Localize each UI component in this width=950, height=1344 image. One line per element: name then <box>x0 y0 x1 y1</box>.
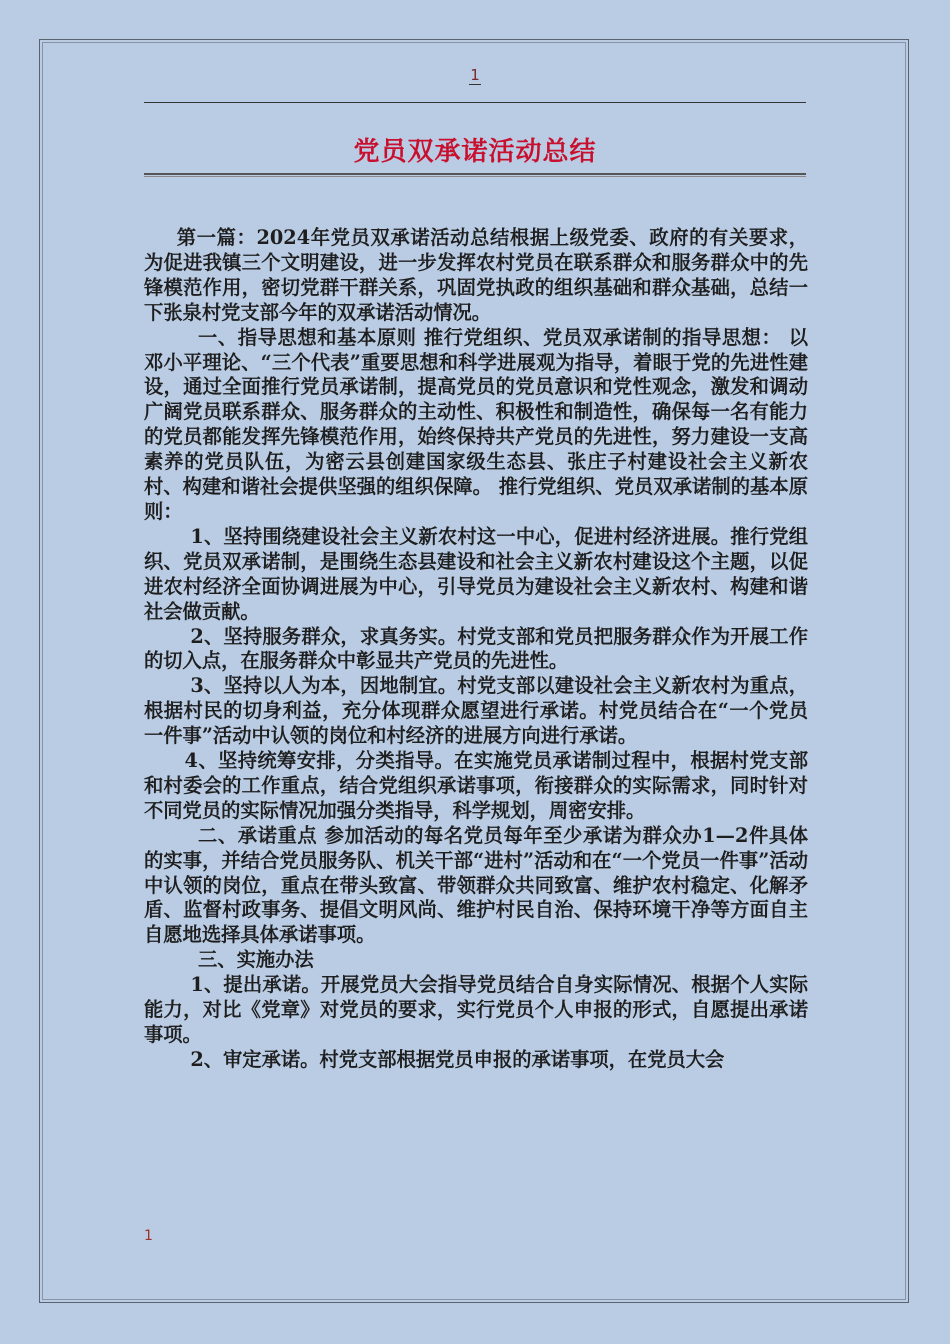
footer-page-number: 1 <box>144 1228 153 1244</box>
body-paragraph: 1、坚持围绕建设社会主义新农村这一中心，促进村经济进展。推行党组织、党员双承诺制，是围绕生态县建设和社会主义新农村建设这个主题，以促进农村经济全面协调进展为中心，引导党员为建设社会主义新农村、构建和谐社会做贡献。 <box>144 524 808 623</box>
document-title: 党员双承诺活动总结 <box>353 137 597 167</box>
body-paragraph: 4、坚持统筹安排，分类指导。在实施党员承诺制过程中，根据村党支部和村委会的工作重点，结合党组织承诺事项，衔接群众的实际需求，同时针对不同党员的实际情况加强分类指导，科学规划，周密安排。 <box>144 749 808 822</box>
body-paragraph: 2、坚持服务群众，求真务实。村党支部和党员把服务群众作为开展工作的切入点，在服务群众中彰显共产党员的先进性。 <box>144 624 808 673</box>
body-paragraph: 一、指导思想和基本原则 推行党组织、党员双承诺制的指导思想： 以邓小平理论、“三个代表”重要思想和科学进展观为指导，着眼于党的先进性建设，通过全面推行党员承诺制，提高党员的党员意识和党性观念，激发和调动广阔党员联系群众、服务群众的主动性、积极性和制造性，确保每一名有能力的党员都能发挥先锋模范作用，始终保持共产党员的先进性，努力建设一支高素养的党员队伍，为密云县创建国家级生态县、张庄子村建设社会主义新农村、构建和谐社会提供坚强的组织保障。 推行党组织、党员双承诺制的基本原则： <box>144 325 808 523</box>
body-paragraph: 第一篇：2024年党员双承诺活动总结根据上级党委、政府的有关要求，为促进我镇三个文明建设，进一步发挥农村党员在联系群众和服务群众中的先锋模范作用，密切党群干群关系，巩固党执政的组织基础和群众基础，总结一下张泉村党支部今年的双承诺活动情况。 <box>144 226 808 324</box>
body-paragraph: 2、审定承诺。村党支部根据党员申报的承诺事项，在党员大会 <box>190 1047 725 1071</box>
title-rule <box>144 173 806 177</box>
body-paragraph: 二、承诺重点 参加活动的每名党员每年至少承诺为群众办1—2件具体的实事，并结合党员服务队、机关干部“进村”活动和在“一个党员一件事”活动中认领的岗位，重点在带头致富、带领群众共同致富、维护农村稳定、化解矛盾、监督村政事务、提倡文明风尚、维护村民自治、保持环境干净等方面自主自愿地选择具体承诺事项。 <box>144 823 808 947</box>
body-paragraph: 3、坚持以人为本，因地制宜。村党支部以建设社会主义新农村为重点，根据村民的切身利益，充分体现群众愿望进行承诺。村党员结合在“一个党员一件事”活动中认领的岗位和村经济的进展方向进行承诺。 <box>144 674 808 748</box>
body-paragraph: 1、提出承诺。开展党员大会指导党员结合自身实际情况、根据个人实际能力，对比《党章》对党员的要求，实行党员个人申报的形式，自愿提出承诺事项。 <box>144 973 808 1046</box>
header-rule <box>144 102 806 103</box>
body-paragraph: 三、实施办法 <box>198 948 314 972</box>
document-body <box>144 226 808 1073</box>
header-page-number: 1 <box>470 66 480 84</box>
